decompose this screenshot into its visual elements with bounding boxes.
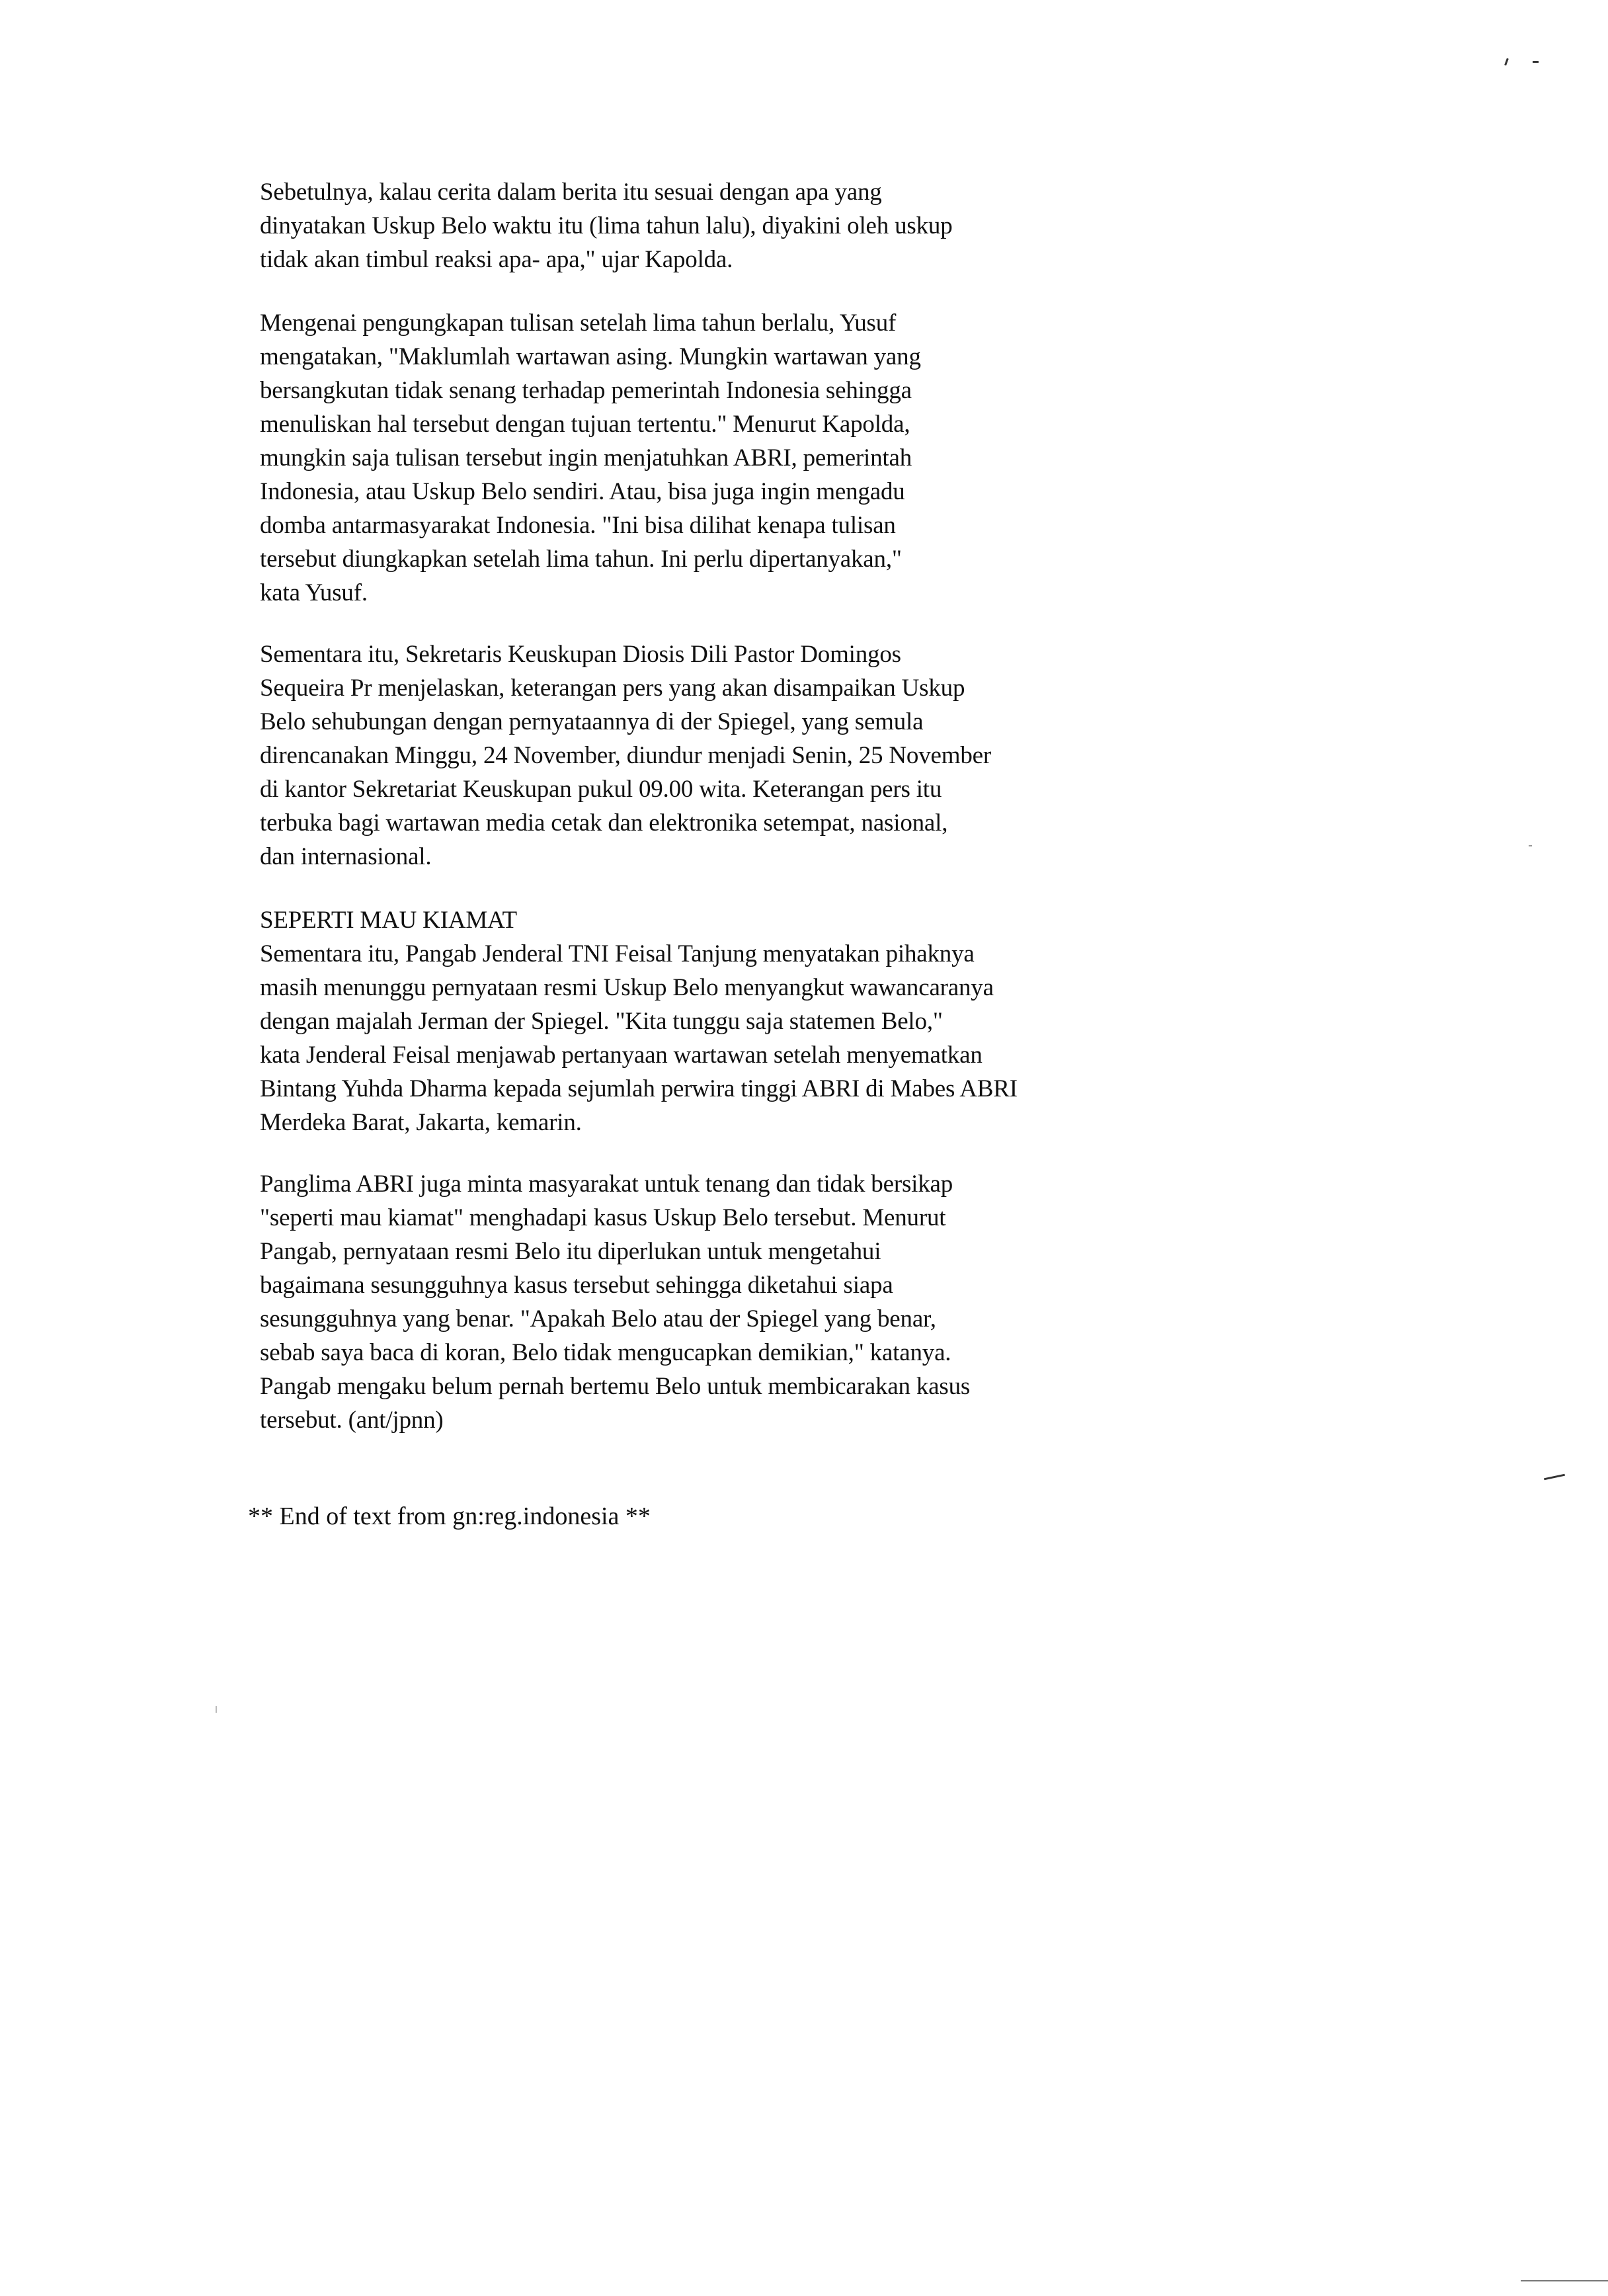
paragraph-5 (260, 1167, 1172, 1437)
text-line: kata Yusuf. (260, 579, 368, 606)
paragraph-2 (260, 306, 1172, 610)
scan-speck (1504, 58, 1509, 65)
text-line: domba antarmasyarakat Indonesia. "Ini bisa dilihat kenapa tulisan (260, 512, 896, 539)
text-line: kata Jenderal Feisal menjawab pertanyaan wartawan setelah menyematkan (260, 1042, 983, 1069)
paragraph-1 (260, 175, 1172, 276)
scan-speck (1529, 845, 1532, 846)
text-line: dengan majalah Jerman der Spiegel. "Kita tunggu saja statemen Belo," (260, 1008, 943, 1035)
text-line: Sebetulnya, kalau cerita dalam berita itu sesuai dengan apa yang (260, 179, 882, 206)
text-line: "seperti mau kiamat" menghadapi kasus Uskup Belo tersebut. Menurut (260, 1204, 946, 1231)
text-line: bagaimana sesungguhnya kasus tersebut sehingga diketahui siapa (260, 1272, 893, 1299)
text-line: Pangab mengaku belum pernah bertemu Belo untuk membicarakan kasus (260, 1373, 971, 1400)
text-line: Sequeira Pr menjelaskan, keterangan pers yang akan disampaikan Uskup (260, 675, 965, 702)
paragraph-3 (260, 637, 1172, 874)
paragraph-4 (260, 903, 1172, 1139)
scan-speck (216, 1706, 217, 1713)
text-line: masih menunggu pernyataan resmi Uskup Belo menyangkut wawancaranya (260, 974, 994, 1001)
text-line: Belo sehubungan dengan pernyataannya di der Spiegel, yang semula (260, 708, 924, 735)
end-of-text-footer: ** End of text from gn:reg.indonesia ** (248, 1502, 651, 1530)
text-line: mengatakan, "Maklumlah wartawan asing. Mungkin wartawan yang (260, 343, 921, 370)
text-line: Panglima ABRI juga minta masyarakat untuk tenang dan tidak bersikap (260, 1170, 953, 1198)
text-line: direncanakan Minggu, 24 November, diundur menjadi Senin, 25 November (260, 742, 991, 769)
text-line: tersebut diungkapkan setelah lima tahun. Ini perlu dipertanyakan," (260, 546, 902, 573)
text-line: bersangkutan tidak senang terhadap pemerintah Indonesia sehingga (260, 377, 912, 404)
section-heading: SEPERTI MAU KIAMAT (260, 907, 517, 934)
text-line: dinyatakan Uskup Belo waktu itu (lima tahun lalu), diyakini oleh uskup (260, 212, 953, 239)
text-line: dan internasional. (260, 843, 432, 870)
text-line: Pangab, pernyataan resmi Belo itu diperlukan untuk mengetahui (260, 1238, 881, 1265)
text-line: tidak akan timbul reaksi apa- apa," ujar Kapolda. (260, 246, 733, 273)
text-line: Sementara itu, Sekretaris Keuskupan Diosis Dili Pastor Domingos (260, 641, 901, 668)
text-line: Merdeka Barat, Jakarta, kemarin. (260, 1109, 582, 1136)
text-line: terbuka bagi wartawan media cetak dan elektronika setempat, nasional, (260, 809, 948, 837)
scan-speck (1533, 61, 1539, 63)
text-line: Mengenai pengungkapan tulisan setelah lima tahun berlalu, Yusuf (260, 309, 897, 337)
scan-speck (1544, 1474, 1565, 1481)
text-line: sesungguhnya yang benar. "Apakah Belo atau der Spiegel yang benar, (260, 1305, 936, 1332)
scan-edge-line (1521, 2280, 1608, 2281)
text-line: mungkin saja tulisan tersebut ingin menjatuhkan ABRI, pemerintah (260, 444, 912, 472)
text-line: Indonesia, atau Uskup Belo sendiri. Atau, bisa juga ingin mengadu (260, 478, 905, 505)
text-line: Sementara itu, Pangab Jenderal TNI Feisal Tanjung menyatakan pihaknya (260, 940, 975, 967)
text-line: Bintang Yuhda Dharma kepada sejumlah perwira tinggi ABRI di Mabes ABRI (260, 1075, 1018, 1102)
text-line: tersebut. (ant/jpnn) (260, 1407, 444, 1434)
text-line: menuliskan hal tersebut dengan tujuan tertentu." Menurut Kapolda, (260, 411, 910, 438)
text-line: sebab saya baca di koran, Belo tidak mengucapkan demikian," katanya. (260, 1339, 951, 1366)
text-line: di kantor Sekretariat Keuskupan pukul 09.00 wita. Keterangan pers itu (260, 776, 942, 803)
